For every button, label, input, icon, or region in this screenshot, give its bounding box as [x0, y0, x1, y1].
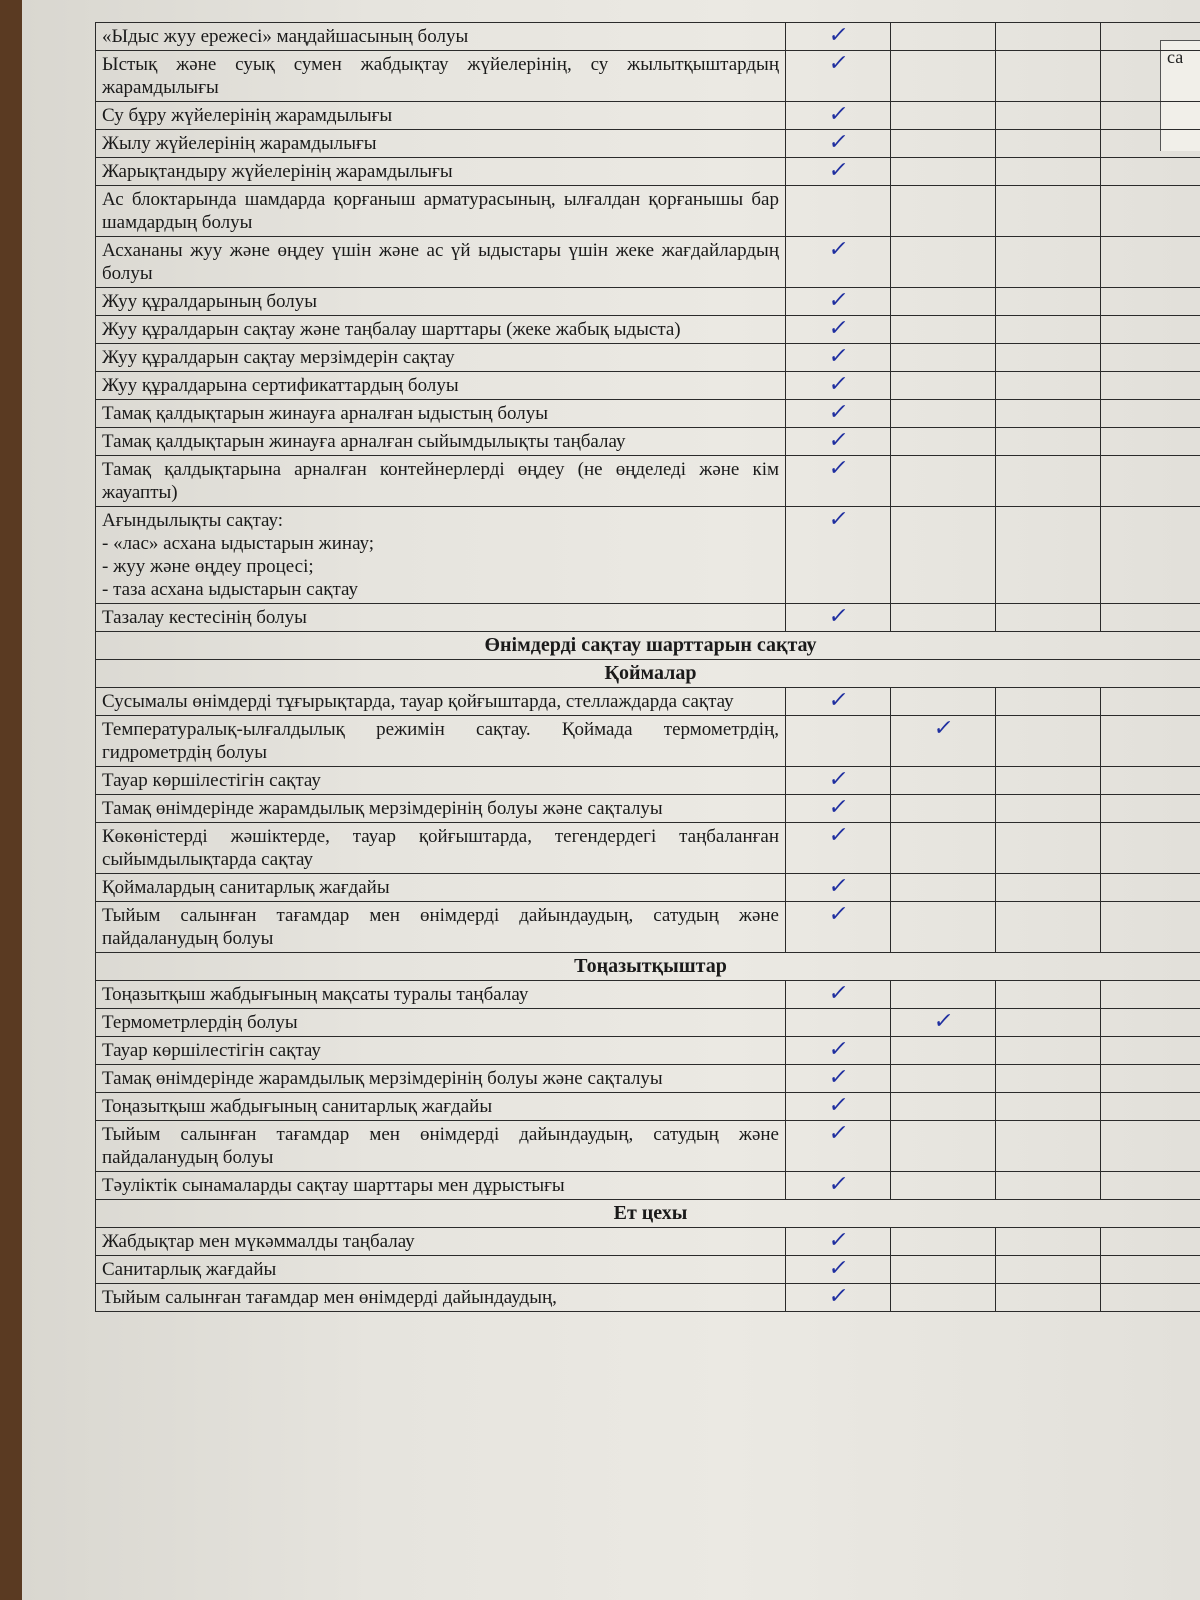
checklist-item-text: Тоңазытқыш жабдығының санитарлық жағдайы	[96, 1093, 786, 1121]
section-title: Ет цехы	[96, 1200, 1200, 1228]
mark-cell	[786, 237, 891, 288]
checklist-row	[96, 400, 1200, 428]
mark-cell	[996, 1037, 1101, 1065]
checklist-row	[96, 237, 1200, 288]
checklist-item-text: Температуралық-ылғалдылық режимін сақтау. Қоймада термометрдің, гидрометрдің болуы	[96, 716, 786, 767]
checklist-item-text: Жабдықтар мен мүкәммалды таңбалау	[96, 1228, 786, 1256]
checklist-row	[96, 1065, 1200, 1093]
checklist-row	[96, 902, 1200, 953]
checklist-row	[96, 1256, 1200, 1284]
checklist-item-text: Көкөністерді жәшіктерде, тауар қойғыштарда, тегендердегі таңбаланған сыйымдылықтарда сақтау	[96, 823, 786, 874]
checkmark-icon: ✓	[826, 400, 850, 425]
mark-cell	[1101, 604, 1200, 632]
checkmark-icon: ✓	[826, 288, 850, 313]
checklist-item-text: Тоңазытқыш жабдығының мақсаты туралы таңбалау	[96, 981, 786, 1009]
checklist-item-text: Жуу құралдарына сертификаттардың болуы	[96, 372, 786, 400]
checklist-item-text: Жуу құралдарын сақтау мерзімдерін сақтау	[96, 344, 786, 372]
mark-cell	[891, 1009, 996, 1037]
mark-cell	[786, 400, 891, 428]
checkmark-icon: ✓	[826, 902, 850, 927]
mark-cell	[996, 874, 1101, 902]
checkmark-icon: ✓	[931, 716, 955, 741]
mark-cell	[996, 158, 1101, 186]
checklist-item-line: - таза асхана ыдыстарын сақтау	[102, 579, 358, 600]
mark-cell	[996, 1121, 1101, 1172]
mark-cell	[996, 102, 1101, 130]
checkmark-icon: ✓	[826, 456, 850, 481]
checkmark-icon: ✓	[826, 51, 850, 76]
mark-cell	[891, 237, 996, 288]
checkmark-icon: ✓	[826, 102, 850, 127]
mark-cell	[786, 288, 891, 316]
checklist-row	[96, 1037, 1200, 1065]
checklist-item-text: Асхананы жуу және өңдеу үшін және ас үй ыдыстары үшін жеке жағдайлардың болуы	[96, 237, 786, 288]
checkmark-icon: ✓	[826, 158, 850, 183]
checklist-row	[96, 130, 1200, 158]
checkmark-icon: ✓	[826, 372, 850, 397]
checklist-item-text: Термометрлердің болуы	[96, 1009, 786, 1037]
mark-cell	[786, 795, 891, 823]
mark-cell	[891, 316, 996, 344]
mark-cell	[1101, 1228, 1200, 1256]
checklist-row	[96, 23, 1200, 51]
mark-cell	[891, 1037, 996, 1065]
checklist-row	[96, 1228, 1200, 1256]
mark-cell	[1101, 372, 1200, 400]
mark-cell	[891, 372, 996, 400]
checkmark-icon: ✓	[826, 1037, 850, 1062]
checkmark-icon: ✓	[826, 823, 850, 848]
checklist-row	[96, 604, 1200, 632]
checklist-item-line: - жуу және өңдеу процесі;	[102, 556, 314, 577]
checklist-item-text: Санитарлық жағдайы	[96, 1256, 786, 1284]
section-header-row	[96, 632, 1200, 660]
mark-cell	[1101, 1256, 1200, 1284]
mark-cell	[786, 456, 891, 507]
checklist-item-text: Тыйым салынған тағамдар мен өнімдерді дайындаудың,	[96, 1284, 786, 1312]
checkmark-icon: ✓	[826, 507, 850, 532]
mark-cell	[996, 1093, 1101, 1121]
checkmark-icon: ✓	[826, 767, 850, 792]
mark-cell	[891, 823, 996, 874]
mark-cell	[786, 372, 891, 400]
mark-cell	[996, 428, 1101, 456]
mark-cell	[996, 1172, 1101, 1200]
mark-cell	[786, 1256, 891, 1284]
mark-cell	[891, 688, 996, 716]
mark-cell	[891, 130, 996, 158]
mark-cell	[996, 795, 1101, 823]
mark-cell	[996, 1284, 1101, 1312]
mark-cell	[1101, 823, 1200, 874]
checklist-row	[96, 102, 1200, 130]
mark-cell	[786, 1121, 891, 1172]
mark-cell	[996, 507, 1101, 604]
mark-cell	[891, 456, 996, 507]
checkmark-icon: ✓	[826, 1284, 850, 1309]
mark-cell	[996, 767, 1101, 795]
checklist-item-text: Жарықтандыру жүйелерінің жарамдылығы	[96, 158, 786, 186]
mark-cell	[786, 158, 891, 186]
checklist-row	[96, 51, 1200, 102]
mark-cell	[1101, 507, 1200, 604]
checklist-row	[96, 688, 1200, 716]
checklist-row	[96, 874, 1200, 902]
checklist-row	[96, 344, 1200, 372]
checklist-item-line: - «лас» асхана ыдыстарын жинау;	[102, 533, 375, 554]
mark-cell	[996, 51, 1101, 102]
mark-cell	[996, 981, 1101, 1009]
checkmark-icon: ✓	[931, 1009, 955, 1034]
mark-cell	[1101, 1065, 1200, 1093]
checklist-row	[96, 428, 1200, 456]
section-title: Қоймалар	[96, 660, 1200, 688]
checkmark-icon: ✓	[826, 1256, 850, 1281]
checklist-row	[96, 456, 1200, 507]
mark-cell	[786, 428, 891, 456]
section-title: Тоңазытқыштар	[96, 953, 1200, 981]
mark-cell	[996, 456, 1101, 507]
checklist-row	[96, 767, 1200, 795]
mark-cell	[786, 767, 891, 795]
mark-cell	[996, 716, 1101, 767]
checkmark-icon: ✓	[826, 688, 850, 713]
checkmark-icon: ✓	[826, 1065, 850, 1090]
mark-cell	[1101, 1037, 1200, 1065]
mark-cell	[996, 1256, 1101, 1284]
mark-cell	[1101, 400, 1200, 428]
checklist-item-text: Тамақ өнімдерінде жарамдылық мерзімдерінің болуы және сақталуы	[96, 795, 786, 823]
checklist-row	[96, 186, 1200, 237]
checklist-item-text: Тыйым салынған тағамдар мен өнімдерді дайындаудың, сатудың және пайдаланудың болуы	[96, 1121, 786, 1172]
mark-cell	[891, 344, 996, 372]
mark-cell	[786, 1065, 891, 1093]
adjacent-sheet-text: са	[1167, 47, 1184, 67]
checkmark-icon: ✓	[826, 795, 850, 820]
mark-cell	[1101, 981, 1200, 1009]
checklist-item-text: Су бұру жүйелерінің жарамдылығы	[96, 102, 786, 130]
mark-cell	[996, 372, 1101, 400]
mark-cell	[786, 1009, 891, 1037]
checkmark-icon: ✓	[826, 130, 850, 155]
mark-cell	[786, 874, 891, 902]
mark-cell	[786, 1172, 891, 1200]
checklist-item-text: Қоймалардың санитарлық жағдайы	[96, 874, 786, 902]
checklist-row	[96, 981, 1200, 1009]
mark-cell	[786, 1228, 891, 1256]
checklist-row	[96, 372, 1200, 400]
checklist-item-text: Тамақ өнімдерінде жарамдылық мерзімдерінің болуы және сақталуы	[96, 1065, 786, 1093]
mark-cell	[786, 186, 891, 237]
checkmark-icon: ✓	[826, 874, 850, 899]
mark-cell	[1101, 288, 1200, 316]
mark-cell	[1101, 51, 1200, 102]
mark-cell	[786, 316, 891, 344]
mark-cell	[891, 288, 996, 316]
mark-cell	[891, 158, 996, 186]
mark-cell	[891, 795, 996, 823]
mark-cell	[786, 344, 891, 372]
mark-cell	[996, 23, 1101, 51]
checkmark-icon: ✓	[826, 1121, 850, 1146]
mark-cell	[1101, 428, 1200, 456]
checklist-row	[96, 316, 1200, 344]
mark-cell	[1101, 716, 1200, 767]
mark-cell	[891, 981, 996, 1009]
mark-cell	[786, 688, 891, 716]
checklist-item-text: Сусымалы өнімдерді тұғырықтарда, тауар қойғыштарда, стеллаждарда сақтау	[96, 688, 786, 716]
mark-cell	[891, 1172, 996, 1200]
checklist-item-text: Жуу құралдарын сақтау және таңбалау шарттары (жеке жабық ыдыста)	[96, 316, 786, 344]
mark-cell	[891, 186, 996, 237]
mark-cell	[786, 23, 891, 51]
mark-cell	[786, 1037, 891, 1065]
checkmark-icon: ✓	[826, 981, 850, 1006]
mark-cell	[1101, 456, 1200, 507]
mark-cell	[996, 823, 1101, 874]
mark-cell	[1101, 102, 1200, 130]
mark-cell	[786, 604, 891, 632]
mark-cell	[891, 102, 996, 130]
checklist-body	[96, 23, 1200, 1312]
mark-cell	[1101, 688, 1200, 716]
mark-cell	[996, 288, 1101, 316]
mark-cell	[891, 428, 996, 456]
checklist-row	[96, 795, 1200, 823]
mark-cell	[891, 400, 996, 428]
mark-cell	[996, 400, 1101, 428]
checkmark-icon: ✓	[826, 1172, 850, 1197]
checklist-item-text: Тауар көршілестігін сақтау	[96, 767, 786, 795]
mark-cell	[996, 130, 1101, 158]
mark-cell	[786, 823, 891, 874]
mark-cell	[786, 1093, 891, 1121]
mark-cell	[891, 1284, 996, 1312]
checklist-item-text: Тамақ қалдықтарын жинауға арналған сыйымдылықты таңбалау	[96, 428, 786, 456]
mark-cell	[891, 1228, 996, 1256]
checklist-row	[96, 288, 1200, 316]
checkmark-icon: ✓	[826, 23, 850, 48]
mark-cell	[1101, 344, 1200, 372]
mark-cell	[786, 507, 891, 604]
section-header-row	[96, 953, 1200, 981]
mark-cell	[1101, 1093, 1200, 1121]
mark-cell	[996, 1228, 1101, 1256]
mark-cell	[996, 237, 1101, 288]
mark-cell	[1101, 158, 1200, 186]
section-title: Өнімдерді сақтау шарттарын сақтау	[96, 632, 1200, 660]
checklist-item-text: Тазалау кестесінің болуы	[96, 604, 786, 632]
checklist-row	[96, 1284, 1200, 1312]
mark-cell	[891, 767, 996, 795]
mark-cell	[891, 604, 996, 632]
mark-cell	[996, 186, 1101, 237]
mark-cell	[786, 130, 891, 158]
mark-cell	[891, 874, 996, 902]
checklist-row	[96, 716, 1200, 767]
mark-cell	[996, 688, 1101, 716]
checklist-item-text: «Ыдыс жуу ережесі» маңдайшасының болуы	[96, 23, 786, 51]
checkmark-icon: ✓	[826, 344, 850, 369]
mark-cell	[1101, 23, 1200, 51]
checklist-item-text: Тәуліктік сынамаларды сақтау шарттары мен дұрыстығы	[96, 1172, 786, 1200]
checklist-item-text: Тыйым салынған тағамдар мен өнімдерді дайындаудың, сатудың және пайдаланудың болуы	[96, 902, 786, 953]
checklist-item-text: Ыстық және суық сумен жабдықтау жүйелерінің, су жылытқыштардың жарамдылығы	[96, 51, 786, 102]
checklist-item-text: Тамақ қалдықтарына арналған контейнерлерді өңдеу (не өңделеді және кім жауапты)	[96, 456, 786, 507]
checklist-row	[96, 158, 1200, 186]
mark-cell	[786, 51, 891, 102]
checklist-item-line: Ағындылықты сақтау:	[102, 510, 284, 531]
checklist-row	[96, 1093, 1200, 1121]
mark-cell	[1101, 767, 1200, 795]
mark-cell	[891, 507, 996, 604]
mark-cell	[1101, 130, 1200, 158]
checkmark-icon: ✓	[826, 428, 850, 453]
mark-cell	[786, 1284, 891, 1312]
mark-cell	[1101, 874, 1200, 902]
checklist-row	[96, 1121, 1200, 1172]
mark-cell	[1101, 316, 1200, 344]
mark-cell	[1101, 1172, 1200, 1200]
mark-cell	[786, 981, 891, 1009]
checklist-row	[96, 823, 1200, 874]
checklist-row	[96, 507, 1200, 604]
mark-cell	[891, 23, 996, 51]
mark-cell	[891, 51, 996, 102]
mark-cell	[1101, 186, 1200, 237]
mark-cell	[996, 1065, 1101, 1093]
checklist-item-text: Жуу құралдарының болуы	[96, 288, 786, 316]
mark-cell	[1101, 1121, 1200, 1172]
checkmark-icon: ✓	[826, 1093, 850, 1118]
mark-cell	[891, 1093, 996, 1121]
mark-cell	[996, 1009, 1101, 1037]
checkmark-icon: ✓	[826, 316, 850, 341]
checklist-row	[96, 1172, 1200, 1200]
checklist-item-text: Тауар көршілестігін сақтау	[96, 1037, 786, 1065]
checkmark-icon: ✓	[826, 604, 850, 629]
checkmark-icon: ✓	[826, 237, 850, 262]
mark-cell	[996, 344, 1101, 372]
section-header-row	[96, 660, 1200, 688]
mark-cell	[786, 716, 891, 767]
mark-cell	[1101, 795, 1200, 823]
mark-cell	[891, 716, 996, 767]
checklist-item-text	[96, 507, 786, 604]
checklist-item-text: Жылу жүйелерінің жарамдылығы	[96, 130, 786, 158]
checklist-item-text: Тамақ қалдықтарын жинауға арналған ыдыстың болуы	[96, 400, 786, 428]
mark-cell	[891, 1121, 996, 1172]
mark-cell	[786, 102, 891, 130]
mark-cell	[891, 1065, 996, 1093]
mark-cell	[1101, 1284, 1200, 1312]
checkmark-icon: ✓	[826, 1228, 850, 1253]
checklist-table	[95, 22, 1200, 1312]
mark-cell	[891, 902, 996, 953]
mark-cell	[1101, 1009, 1200, 1037]
checklist-item-text: Ас блоктарында шамдарда қорғаныш арматурасының, ылғалдан қорғанышы бар шамдардың болуы	[96, 186, 786, 237]
mark-cell	[786, 902, 891, 953]
mark-cell	[996, 604, 1101, 632]
mark-cell	[1101, 237, 1200, 288]
mark-cell	[891, 1256, 996, 1284]
mark-cell	[996, 316, 1101, 344]
mark-cell	[996, 902, 1101, 953]
section-header-row	[96, 1200, 1200, 1228]
checklist-row	[96, 1009, 1200, 1037]
mark-cell	[1101, 902, 1200, 953]
